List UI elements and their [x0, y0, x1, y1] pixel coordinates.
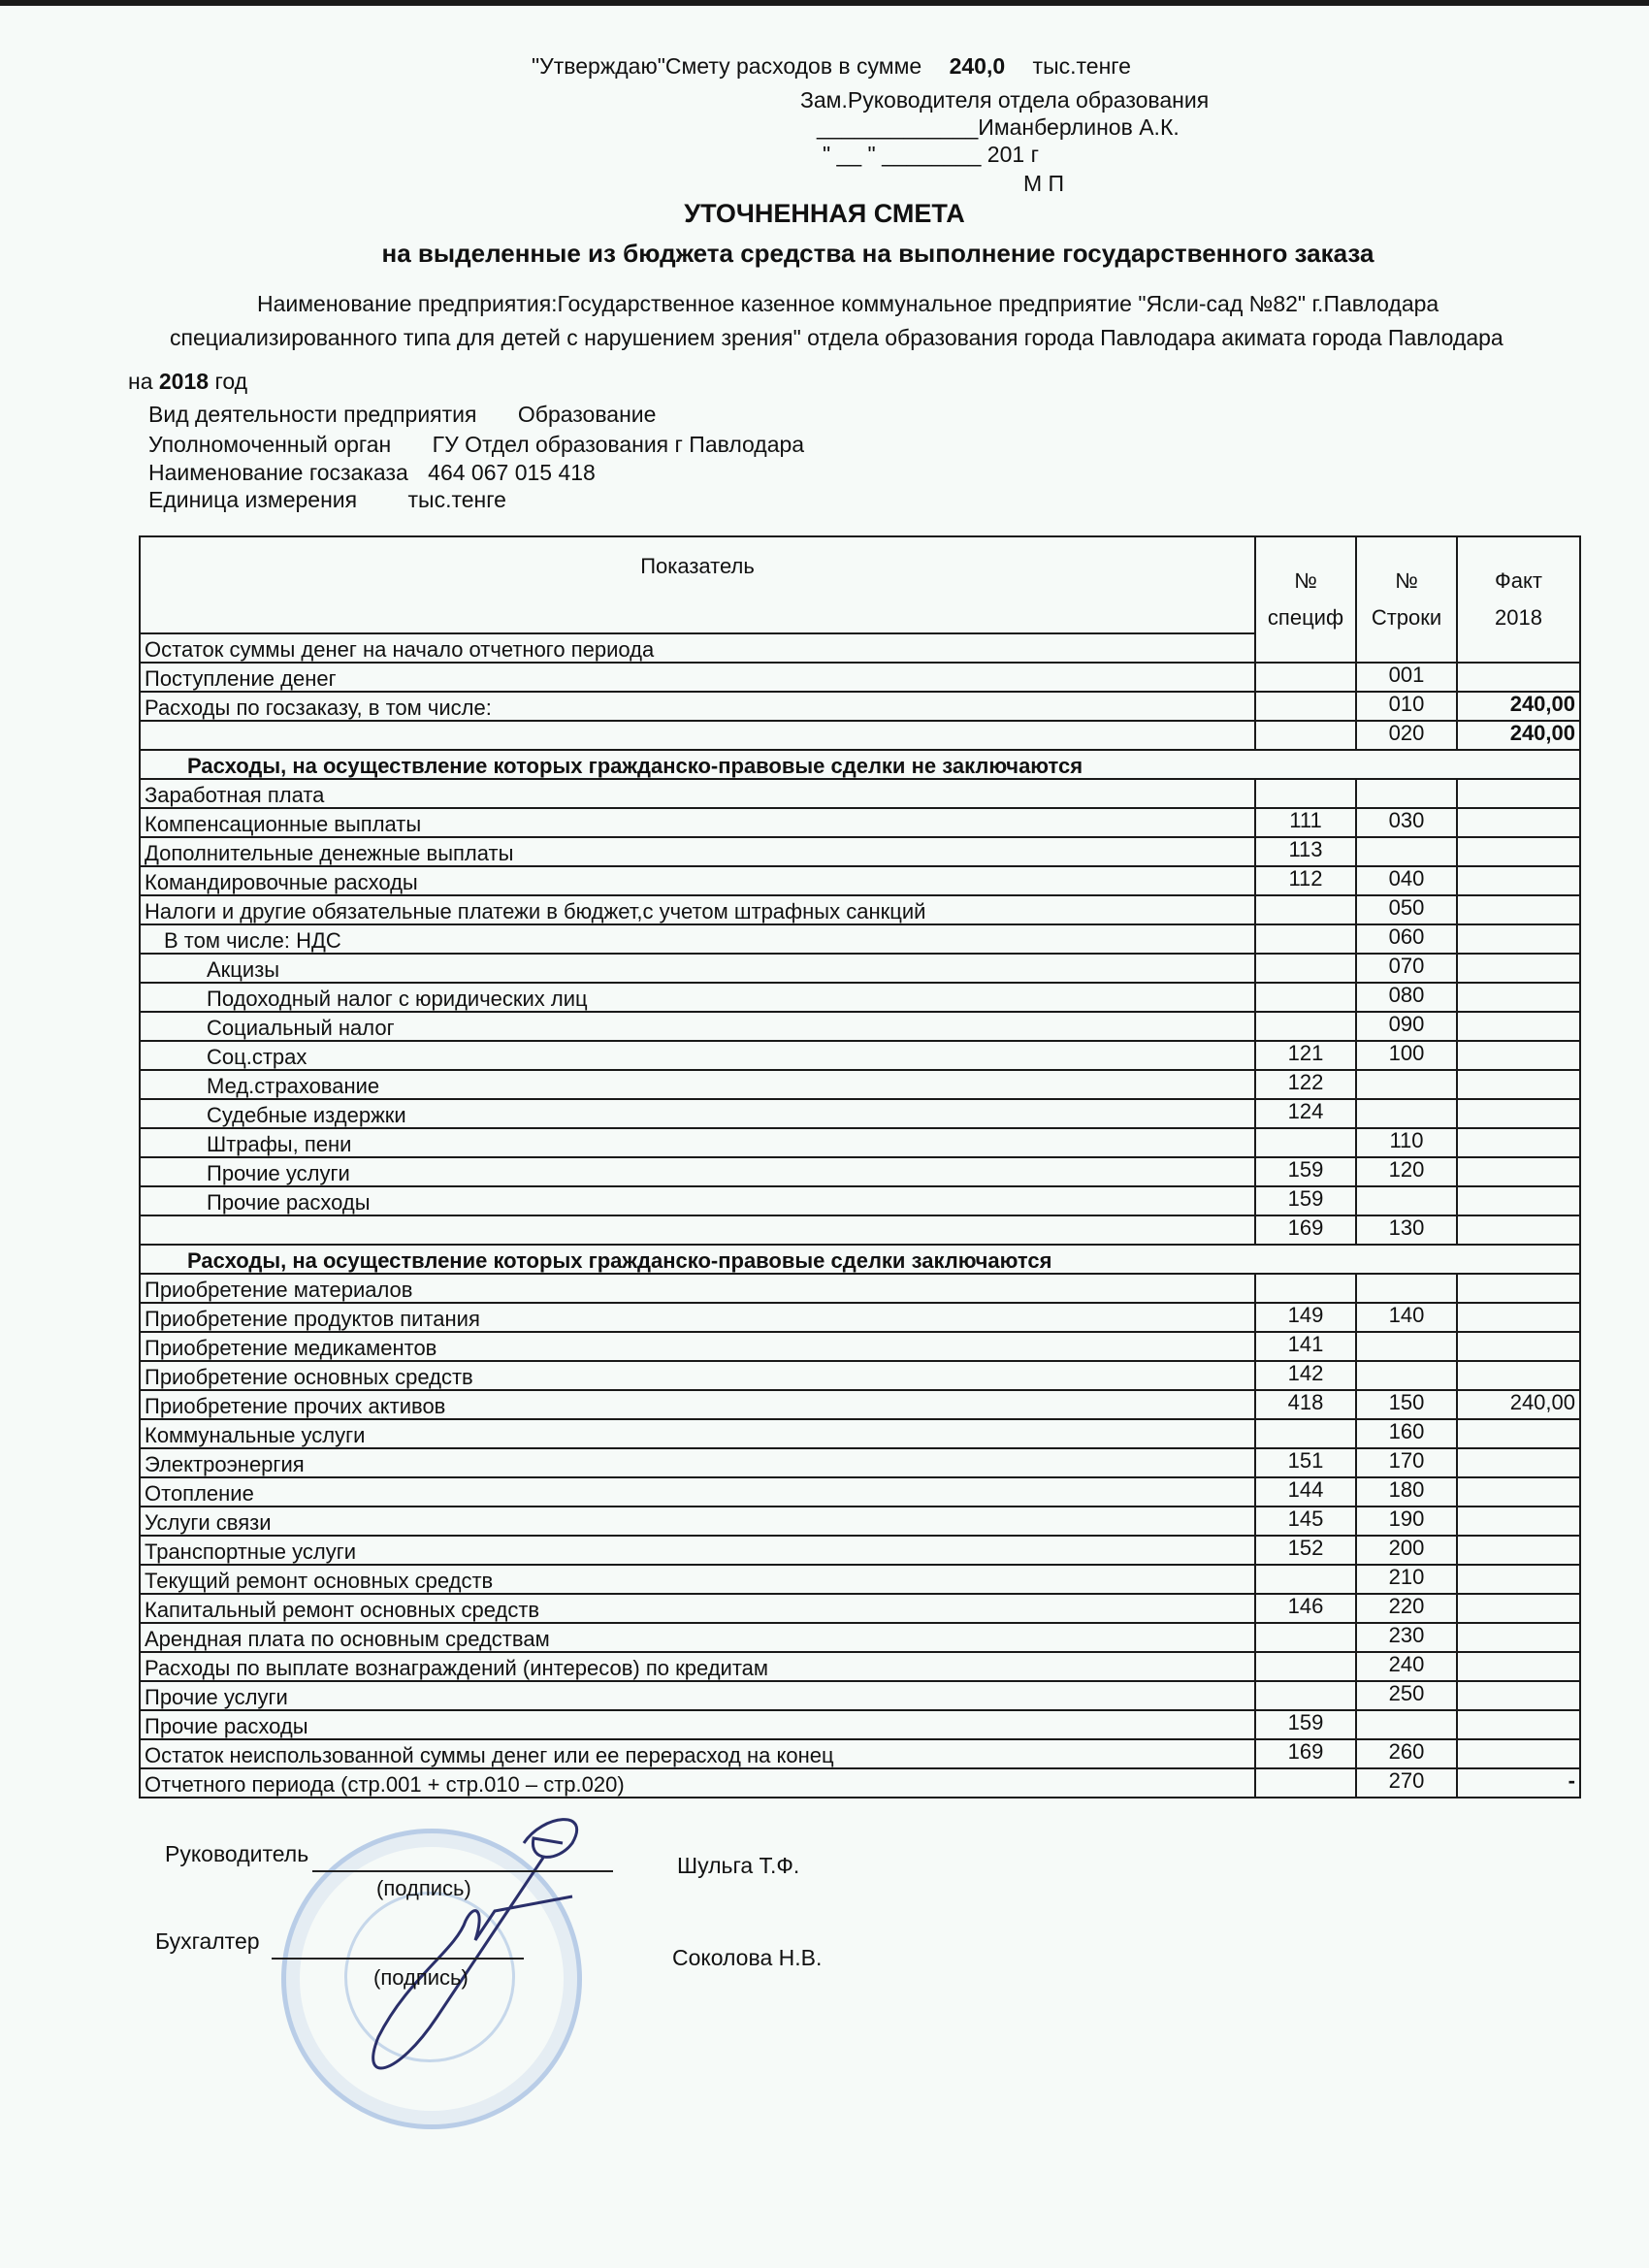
row-fact-value — [1457, 779, 1580, 808]
table-row — [140, 1477, 1580, 1507]
row-spec-code: 169 — [1255, 1215, 1356, 1245]
row-label: Приобретение прочих активов — [140, 1390, 1255, 1419]
table-row — [140, 1215, 1580, 1245]
table-row — [140, 983, 1580, 1012]
table-section-row — [140, 750, 1580, 779]
unit-value: тыс.тенге — [407, 487, 506, 512]
row-line-number: 001 — [1356, 663, 1457, 692]
row-label: Судебные издержки — [140, 1099, 1255, 1128]
row-spec-code: 159 — [1255, 1157, 1356, 1186]
row-fact-value — [1457, 1477, 1580, 1507]
row-spec-code: 169 — [1255, 1739, 1356, 1768]
activity-label: Вид деятельности предприятия — [148, 402, 477, 427]
row-line-number: 090 — [1356, 1012, 1457, 1041]
row-fact-value — [1457, 1332, 1580, 1361]
table-row — [140, 924, 1580, 954]
unit-row — [148, 487, 506, 513]
row-fact-value — [1457, 1681, 1580, 1710]
row-fact-value — [1457, 1128, 1580, 1157]
row-label: Прочие услуги — [140, 1157, 1255, 1186]
row-spec-code: 152 — [1255, 1536, 1356, 1565]
table-row — [140, 1303, 1580, 1332]
row-line-number — [1356, 1099, 1457, 1128]
table-row — [140, 954, 1580, 983]
row-label: Расходы по госзаказу, в том числе: — [140, 692, 1255, 721]
row-spec-code: 145 — [1255, 1507, 1356, 1536]
row-line-number: 150 — [1356, 1390, 1457, 1419]
approval-unit: тыс.тенге — [1032, 53, 1131, 79]
row-line-number: 260 — [1356, 1739, 1457, 1768]
row-label: Приобретение медикаментов — [140, 1332, 1255, 1361]
row-line-number: 190 — [1356, 1507, 1457, 1536]
head-caption: (подпись) — [376, 1876, 471, 1900]
table-row — [140, 779, 1580, 808]
row-spec-code — [1255, 1565, 1356, 1594]
row-spec-code — [1255, 1419, 1356, 1448]
row-label: Приобретение основных средств — [140, 1361, 1255, 1390]
head-signature-line — [312, 1870, 613, 1872]
row-line-number — [1356, 1332, 1457, 1361]
row-line-number — [1356, 1274, 1457, 1303]
row-label: Заработная плата — [140, 779, 1255, 808]
table-row — [140, 837, 1580, 866]
row-label: Остаток суммы денег на начало отчетного периода — [140, 633, 1255, 663]
authority-label: Уполномоченный орган — [148, 432, 392, 457]
row-fact-value — [1457, 1536, 1580, 1565]
row-line-number: 010 — [1356, 692, 1457, 721]
table-row — [140, 1041, 1580, 1070]
table-row — [140, 1507, 1580, 1536]
row-label: Прочие расходы — [140, 1186, 1255, 1215]
row-spec-code — [1255, 1274, 1356, 1303]
row-fact-value: 240,00 — [1457, 1390, 1580, 1419]
row-line-number: 020 — [1356, 721, 1457, 750]
row-line-number: 070 — [1356, 954, 1457, 983]
authority-value: ГУ Отдел образования г Павлодара — [432, 432, 805, 457]
row-fact-value — [1457, 1565, 1580, 1594]
table-row — [140, 1623, 1580, 1652]
table-row — [140, 1070, 1580, 1099]
row-fact-value — [1457, 1507, 1580, 1536]
row-fact-value — [1457, 1448, 1580, 1477]
row-label: Штрафы, пени — [140, 1128, 1255, 1157]
document-subtitle: на выделенные из бюджета средства на выполнение государственного заказа — [381, 239, 1374, 268]
row-label: Прочие услуги — [140, 1681, 1255, 1710]
table-row — [140, 721, 1580, 750]
row-line-number — [1356, 779, 1457, 808]
row-fact-value: 240,00 — [1457, 692, 1580, 721]
row-line-number: 110 — [1356, 1128, 1457, 1157]
header-spec — [1255, 536, 1356, 663]
row-fact-value — [1457, 866, 1580, 895]
year-prefix: на — [128, 369, 153, 394]
row-spec-code — [1255, 954, 1356, 983]
row-fact-value — [1457, 1012, 1580, 1041]
accountant-caption: (подпись) — [373, 1965, 469, 1990]
row-spec-code — [1255, 663, 1356, 692]
year-suffix: год — [214, 369, 248, 394]
accountant-label: Бухгалтер — [155, 1928, 260, 1954]
row-spec-code — [1255, 721, 1356, 750]
row-fact-value — [1457, 1099, 1580, 1128]
row-line-number: 080 — [1356, 983, 1457, 1012]
row-spec-code: 418 — [1255, 1390, 1356, 1419]
row-spec-code: 113 — [1255, 837, 1356, 866]
row-fact-value — [1457, 1361, 1580, 1390]
row-spec-code — [1255, 1681, 1356, 1710]
row-fact-value — [1457, 1710, 1580, 1739]
row-spec-code: 146 — [1255, 1594, 1356, 1623]
estimate-table-body — [140, 536, 1580, 1798]
table-row — [140, 1332, 1580, 1361]
order-value: 464 067 015 418 — [428, 460, 596, 485]
order-row — [148, 460, 596, 486]
table-row — [140, 692, 1580, 721]
row-fact-value — [1457, 1623, 1580, 1652]
row-spec-code — [1255, 692, 1356, 721]
row-label — [140, 721, 1255, 750]
row-fact-value — [1457, 837, 1580, 866]
row-spec-code: 149 — [1255, 1303, 1356, 1332]
report-year — [128, 369, 247, 395]
row-line-number: 050 — [1356, 895, 1457, 924]
row-label: Командировочные расходы — [140, 866, 1255, 895]
head-signature-mark — [524, 1820, 577, 1858]
table-row — [140, 1448, 1580, 1477]
row-fact-value — [1457, 1739, 1580, 1768]
row-line-number: 180 — [1356, 1477, 1457, 1507]
table-row — [140, 1361, 1580, 1390]
activity-value: Образование — [517, 402, 657, 427]
row-spec-code: 111 — [1255, 808, 1356, 837]
table-row — [140, 1099, 1580, 1128]
table-row — [140, 1274, 1580, 1303]
row-label: Расходы по выплате вознаграждений (интересов) по кредитам — [140, 1652, 1255, 1681]
row-line-number: 170 — [1356, 1448, 1457, 1477]
authority-row — [148, 432, 804, 458]
row-fact-value — [1457, 808, 1580, 837]
row-label: Мед.страхование — [140, 1070, 1255, 1099]
row-label: Акцизы — [140, 954, 1255, 983]
row-label: Приобретение материалов — [140, 1274, 1255, 1303]
estimate-table — [139, 535, 1581, 1798]
row-line-number — [1356, 1710, 1457, 1739]
approval-prefix: "Утверждаю"Смету расходов в сумме — [532, 53, 922, 79]
row-label: Компенсационные выплаты — [140, 808, 1255, 837]
row-spec-code — [1255, 983, 1356, 1012]
row-label: Капитальный ремонт основных средств — [140, 1594, 1255, 1623]
approval-seal: М П — [1023, 171, 1065, 196]
row-spec-code: 159 — [1255, 1186, 1356, 1215]
row-label — [140, 1215, 1255, 1245]
row-spec-code: 142 — [1255, 1361, 1356, 1390]
row-line-number — [1356, 1070, 1457, 1099]
row-label: Подоходный налог с юридических лиц — [140, 983, 1255, 1012]
row-line-number: 030 — [1356, 808, 1457, 837]
row-fact-value — [1457, 1303, 1580, 1332]
table-row — [140, 1681, 1580, 1710]
row-label: Дополнительные денежные выплаты — [140, 837, 1255, 866]
approval-line — [532, 53, 1131, 80]
table-row — [140, 1128, 1580, 1157]
row-label: Отчетного периода (стр.001 + стр.010 – стр.020) — [140, 1768, 1255, 1798]
row-line-number: 140 — [1356, 1303, 1457, 1332]
row-fact-value — [1457, 1652, 1580, 1681]
row-label: Услуги связи — [140, 1507, 1255, 1536]
row-label: Электроэнергия — [140, 1448, 1255, 1477]
approval-signer: _____________Иманберлинов А.К. — [817, 114, 1180, 140]
table-row — [140, 866, 1580, 895]
row-fact-value — [1457, 895, 1580, 924]
header-indicator: Показатель — [140, 536, 1255, 633]
row-spec-code: 124 — [1255, 1099, 1356, 1128]
unit-label: Единица измерения — [148, 487, 358, 512]
table-row — [140, 1390, 1580, 1419]
row-fact-value — [1457, 1274, 1580, 1303]
row-line-number — [1356, 1361, 1457, 1390]
head-label: Руководитель — [165, 1841, 309, 1866]
row-line-number: 230 — [1356, 1623, 1457, 1652]
row-fact-value — [1457, 1186, 1580, 1215]
row-spec-code — [1255, 1623, 1356, 1652]
row-fact-value — [1457, 1215, 1580, 1245]
row-line-number: 240 — [1356, 1652, 1457, 1681]
row-label: Соц.страх — [140, 1041, 1255, 1070]
row-spec-code: 151 — [1255, 1448, 1356, 1477]
table-row — [140, 1419, 1580, 1448]
row-spec-code — [1255, 1652, 1356, 1681]
row-spec-code: 112 — [1255, 866, 1356, 895]
header-row-bottom: Строки — [1371, 605, 1442, 630]
row-fact-value — [1457, 1419, 1580, 1448]
accountant-signature-line — [272, 1958, 524, 1960]
row-spec-code — [1255, 924, 1356, 954]
table-row — [140, 1012, 1580, 1041]
table-row — [140, 1565, 1580, 1594]
row-label: Социальный налог — [140, 1012, 1255, 1041]
row-fact-value — [1457, 1041, 1580, 1070]
approval-position: Зам.Руководителя отдела образования — [800, 87, 1210, 113]
row-line-number: 130 — [1356, 1215, 1457, 1245]
header-fact-bottom: 2018 — [1495, 605, 1542, 630]
row-spec-code — [1255, 1768, 1356, 1798]
table-row — [140, 663, 1580, 692]
row-line-number: 210 — [1356, 1565, 1457, 1594]
row-fact-value: 240,00 — [1457, 721, 1580, 750]
table-row — [140, 1652, 1580, 1681]
row-label: Остаток неиспользованной суммы денег или ее перерасход на конец — [140, 1739, 1255, 1768]
row-line-number: 200 — [1356, 1536, 1457, 1565]
row-fact-value — [1457, 1070, 1580, 1099]
row-spec-code: 141 — [1255, 1332, 1356, 1361]
approval-amount: 240,0 — [949, 53, 1006, 79]
row-spec-code: 121 — [1255, 1041, 1356, 1070]
row-spec-code: 144 — [1255, 1477, 1356, 1507]
row-line-number — [1356, 1186, 1457, 1215]
enterprise-name-line2: специализированного типа для детей с нарушением зрения" отдела образования города Павлодара акимата города Павлодара — [170, 325, 1504, 350]
row-spec-code — [1255, 1012, 1356, 1041]
table-row — [140, 1768, 1580, 1798]
handwritten-signatures — [320, 1804, 640, 2095]
row-fact-value — [1457, 983, 1580, 1012]
row-fact-value — [1457, 924, 1580, 954]
header-spec-top: № — [1294, 568, 1317, 593]
header-spec-bottom: специф — [1267, 605, 1344, 630]
row-line-number: 220 — [1356, 1594, 1457, 1623]
approval-date: " __ " ________ 201 г — [823, 142, 1039, 167]
document-title: УТОЧНЕННАЯ СМЕТА — [684, 199, 965, 228]
row-spec-code — [1255, 779, 1356, 808]
row-label: Расходы, на осуществление которых гражданско-правовые сделки заключаются — [140, 1245, 1580, 1274]
row-fact-value — [1457, 1594, 1580, 1623]
row-spec-code: 122 — [1255, 1070, 1356, 1099]
table-row — [140, 808, 1580, 837]
order-label: Наименование госзаказа — [148, 460, 408, 485]
header-fact-top: Факт — [1495, 568, 1542, 593]
row-label: Коммунальные услуги — [140, 1419, 1255, 1448]
row-label: Налоги и другие обязательные платежи в бюджет,с учетом штрафных санкций — [140, 895, 1255, 924]
table-row — [140, 1186, 1580, 1215]
row-line-number: 270 — [1356, 1768, 1457, 1798]
row-fact-value — [1457, 1157, 1580, 1186]
table-row — [140, 1157, 1580, 1186]
row-label: Отопление — [140, 1477, 1255, 1507]
table-row — [140, 1536, 1580, 1565]
head-name: Шульга Т.Ф. — [677, 1853, 800, 1878]
row-label: В том числе: НДС — [140, 924, 1255, 954]
accountant-name: Соколова Н.В. — [672, 1945, 823, 1970]
row-fact-value — [1457, 663, 1580, 692]
row-label: Транспортные услуги — [140, 1536, 1255, 1565]
row-label: Текущий ремонт основных средств — [140, 1565, 1255, 1594]
row-line-number: 250 — [1356, 1681, 1457, 1710]
row-line-number: 040 — [1356, 866, 1457, 895]
row-line-number: 060 — [1356, 924, 1457, 954]
row-line-number: 160 — [1356, 1419, 1457, 1448]
row-label: Расходы, на осуществление которых гражданско-правовые сделки не заключаются — [140, 750, 1580, 779]
row-label: Приобретение продуктов питания — [140, 1303, 1255, 1332]
table-row — [140, 1739, 1580, 1768]
table-row — [140, 895, 1580, 924]
row-fact-value: - — [1457, 1768, 1580, 1798]
row-label: Арендная плата по основным средствам — [140, 1623, 1255, 1652]
row-spec-code — [1255, 1128, 1356, 1157]
table-row — [140, 1710, 1580, 1739]
enterprise-name-line1: Наименование предприятия:Государственное казенное коммунальное предприятие "Ясли-сад №82" г.Павлодара — [257, 291, 1439, 316]
row-fact-value — [1457, 954, 1580, 983]
row-label: Поступление денег — [140, 663, 1255, 692]
row-label: Прочие расходы — [140, 1710, 1255, 1739]
header-fact — [1457, 536, 1580, 663]
row-line-number: 100 — [1356, 1041, 1457, 1070]
row-spec-code — [1255, 895, 1356, 924]
row-line-number — [1356, 837, 1457, 866]
activity-row — [148, 402, 656, 428]
year-value: 2018 — [158, 369, 210, 394]
row-line-number: 120 — [1356, 1157, 1457, 1186]
scan-edge — [0, 0, 1649, 6]
row-spec-code: 159 — [1255, 1710, 1356, 1739]
table-section-row — [140, 1245, 1580, 1274]
header-row-top: № — [1395, 568, 1418, 593]
header-row-number — [1356, 536, 1457, 663]
table-row — [140, 1594, 1580, 1623]
table-header-row — [140, 536, 1580, 633]
